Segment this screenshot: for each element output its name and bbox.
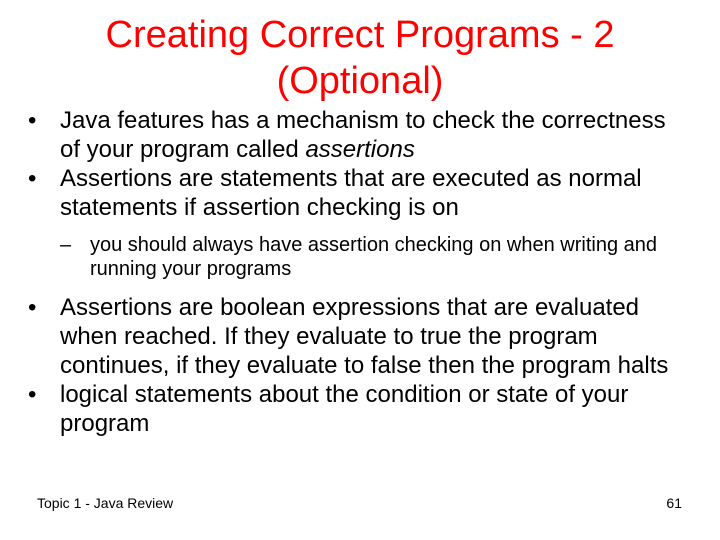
bullet-text: Java features has a mechanism to check the correctness of your program called [60, 107, 666, 163]
sub-bullet-text: you should always have assertion checking on when writing and running your programs [90, 234, 658, 280]
bullet-marker: • [28, 294, 37, 321]
sub-bullet-item [28, 233, 688, 281]
bullet-marker: • [28, 107, 37, 134]
bullet-marker: • [28, 165, 37, 192]
bullet-text: logical statements about the condition or state of your program [60, 381, 629, 437]
page-number: 61 [666, 495, 682, 511]
bullet-item [28, 164, 688, 222]
sub-bullet-marker: – [60, 234, 72, 256]
bullet-text: Assertions are boolean expressions that are evaluated when reached. If they evaluate to true the program continues, if they evaluate to false then the program halts [60, 294, 669, 379]
bullet-item [28, 106, 688, 164]
footer-topic: Topic 1 - Java Review [37, 495, 174, 511]
bullet-text: Assertions are statements that are executed as normal statements if assertion checking is on [60, 165, 642, 221]
bullet-list [28, 106, 688, 438]
slide-title: Creating Correct Programs - 2 (Optional) [105, 14, 615, 102]
bullet-emphasis: assertions [305, 136, 415, 163]
bullet-item [28, 380, 688, 438]
bullet-marker: • [28, 381, 37, 408]
bullet-item [28, 293, 688, 380]
